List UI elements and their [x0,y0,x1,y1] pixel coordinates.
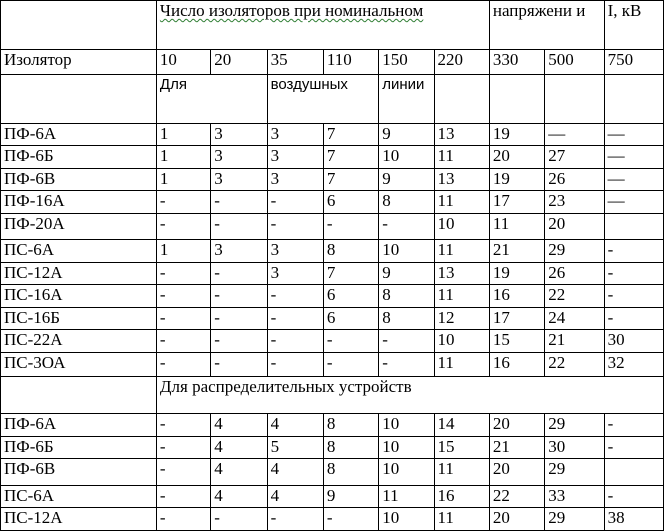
header-title-row [1,1,664,50]
value-cell: - [267,508,323,531]
value-cell: 11 [434,146,489,169]
value-cell: 22 [489,485,544,508]
table-row [1,262,664,285]
value-cell: 30 [545,436,604,459]
voltage-header-cell: 10 [156,50,210,75]
value-cell: 11 [379,485,434,508]
table-row [1,436,664,459]
value-cell: — [604,191,663,214]
value-cell: - [379,213,434,240]
section-air-word-3: линии [379,74,434,123]
value-cell: - [211,508,267,531]
value-cell: 27 [545,146,604,169]
table-row [1,213,664,240]
value-cell: - [156,436,210,459]
value-cell: - [156,485,210,508]
voltage-header-cell: 750 [604,50,663,75]
header-voltage-cell: напряжени и [489,1,604,50]
value-cell: — [604,123,663,146]
value-cell: 1 [156,146,210,169]
insulator-name-cell: ПС-16А [1,285,157,308]
value-cell: 30 [604,330,663,353]
table-row [1,191,664,214]
table-row [1,330,664,353]
section-air-word-1: Для [156,74,267,123]
value-cell: 16 [489,352,544,377]
value-cell: - [323,213,378,240]
value-cell: 17 [489,191,544,214]
table-row [1,485,664,508]
insulator-name-cell: ПФ-6В [1,168,157,191]
insulator-name-cell: ПС-6А [1,485,157,508]
value-cell: 5 [267,436,323,459]
value-cell: - [267,330,323,353]
table-row [1,168,664,191]
value-cell: 3 [267,123,323,146]
value-cell: 8 [323,436,378,459]
value-cell: 20 [489,414,544,437]
table-row [1,414,664,437]
insulator-name-cell: ПФ-16А [1,191,157,214]
insulator-name-cell: ПФ-20А [1,213,157,240]
value-cell: — [545,123,604,146]
value-cell: 20 [489,146,544,169]
value-cell: 10 [379,436,434,459]
value-cell: - [323,508,378,531]
header-unit-cell: I, кВ [604,1,663,50]
value-cell: 10 [434,330,489,353]
value-cell: - [211,307,267,330]
value-cell: 11 [434,285,489,308]
value-cell: 19 [489,262,544,285]
value-cell: 22 [545,352,604,377]
value-cell: - [211,285,267,308]
value-cell: - [156,414,210,437]
value-cell: 19 [489,168,544,191]
value-cell: 9 [379,262,434,285]
value-cell: 23 [545,191,604,214]
value-cell: - [156,285,210,308]
voltage-header-row [1,50,664,75]
value-cell: 9 [323,485,378,508]
table-row [1,508,664,531]
value-cell: 9 [379,123,434,146]
value-cell: 20 [545,213,604,240]
value-cell: - [211,191,267,214]
header-title: Число изоляторов при номинальном [159,1,424,20]
value-cell: 20 [489,508,544,531]
value-cell: 6 [323,285,378,308]
voltage-header-cell: 150 [379,50,434,75]
value-cell: 15 [434,436,489,459]
value-cell: 12 [434,307,489,330]
value-cell: 14 [434,414,489,437]
value-cell: - [211,330,267,353]
value-cell: - [156,352,210,377]
value-cell: - [379,352,434,377]
value-cell: - [156,459,210,486]
value-cell: 21 [489,436,544,459]
value-cell: - [267,285,323,308]
value-cell: 15 [489,330,544,353]
voltage-header-cell: 220 [434,50,489,75]
value-cell: 1 [156,123,210,146]
insulator-name-cell: ПС-3ОА [1,352,157,377]
value-cell: - [156,262,210,285]
value-cell: 3 [267,240,323,263]
value-cell: - [604,285,663,308]
table-row [1,240,664,263]
section-empty-cell [434,74,489,123]
value-cell: 29 [545,240,604,263]
value-cell: 21 [545,330,604,353]
table-row [1,285,664,308]
value-cell: - [604,307,663,330]
value-cell: 29 [545,508,604,531]
value-cell: 32 [604,352,663,377]
insulator-name-cell: ПФ-6А [1,123,157,146]
air-lines-section-row [1,74,664,123]
header-blank-cell [1,1,157,50]
value-cell: 7 [323,262,378,285]
value-cell: 3 [211,123,267,146]
value-cell: 26 [545,168,604,191]
value-cell: 16 [434,485,489,508]
value-cell: 21 [489,240,544,263]
value-cell: 10 [379,240,434,263]
table-row [1,123,664,146]
value-cell: - [156,330,210,353]
voltage-header-cell: 500 [545,50,604,75]
value-cell: - [156,191,210,214]
value-cell: 6 [323,191,378,214]
value-cell: 7 [323,123,378,146]
insulator-name-cell: ПФ-6В [1,459,157,486]
value-cell: 4 [211,436,267,459]
section-blank-cell [1,74,157,123]
value-cell: - [211,262,267,285]
value-cell: - [156,307,210,330]
value-cell: 8 [379,191,434,214]
value-cell: 19 [489,123,544,146]
value-cell: 4 [267,485,323,508]
value-cell: 3 [211,168,267,191]
value-cell: 16 [489,285,544,308]
value-cell: — [604,146,663,169]
value-cell: 3 [267,262,323,285]
value-cell: 11 [489,213,544,240]
insulator-name-cell: ПС-12А [1,262,157,285]
value-cell: 8 [379,307,434,330]
table-row [1,459,664,486]
value-cell: 17 [489,307,544,330]
value-cell: 4 [211,485,267,508]
value-cell: - [267,352,323,377]
section-air-word-2: воздушных [267,74,379,123]
voltage-header-cell: 20 [211,50,267,75]
value-cell: 13 [434,262,489,285]
value-cell: 4 [211,459,267,486]
value-cell: 22 [545,285,604,308]
insulator-column-header: Изолятор [1,50,157,75]
value-cell: 1 [156,240,210,263]
value-cell: 11 [434,459,489,486]
insulator-name-cell: ПС-16Б [1,307,157,330]
value-cell: 10 [379,146,434,169]
insulator-name-cell: ПФ-6Б [1,146,157,169]
value-cell: - [604,485,663,508]
value-cell: - [156,508,210,531]
value-cell: - [323,330,378,353]
value-cell: - [604,262,663,285]
insulator-name-cell: ПФ-6Б [1,436,157,459]
value-cell: 38 [604,508,663,531]
value-cell: 29 [545,414,604,437]
value-cell: 29 [545,459,604,486]
value-cell: 8 [379,285,434,308]
value-cell: 8 [323,414,378,437]
value-cell: 3 [267,168,323,191]
value-cell: - [379,330,434,353]
value-cell: 10 [379,459,434,486]
value-cell: - [604,436,663,459]
value-cell: - [267,191,323,214]
value-cell [604,213,663,240]
value-cell: 4 [267,414,323,437]
value-cell: 20 [489,459,544,486]
value-cell: 33 [545,485,604,508]
value-cell: 24 [545,307,604,330]
value-cell [604,459,663,486]
insulator-name-cell: ПС-6А [1,240,157,263]
value-cell: 11 [434,352,489,377]
value-cell: - [604,414,663,437]
header-title-cell [156,1,489,50]
value-cell: 3 [267,146,323,169]
voltage-header-cell: 330 [489,50,544,75]
value-cell: 4 [211,414,267,437]
value-cell: - [604,240,663,263]
value-cell: 3 [211,240,267,263]
voltage-header-cell: 110 [323,50,378,75]
value-cell: - [267,307,323,330]
value-cell: 11 [434,508,489,531]
distribution-section-row [1,377,664,414]
insulator-name-cell: ПС-12А [1,508,157,531]
value-cell: 7 [323,146,378,169]
value-cell: 3 [211,146,267,169]
value-cell: 8 [323,459,378,486]
section-blank-cell [1,377,157,414]
value-cell: 8 [323,240,378,263]
value-cell: - [156,213,210,240]
value-cell: 7 [323,168,378,191]
insulator-name-cell: ПС-22А [1,330,157,353]
value-cell: 9 [379,168,434,191]
value-cell: 4 [267,459,323,486]
insulator-name-cell: ПФ-6А [1,414,157,437]
table-row [1,352,664,377]
value-cell: 11 [434,240,489,263]
value-cell: 1 [156,168,210,191]
value-cell: 10 [434,213,489,240]
value-cell: 11 [434,191,489,214]
section-empty-cell [604,74,663,123]
voltage-header-cell: 35 [267,50,323,75]
value-cell: - [211,213,267,240]
value-cell: 13 [434,168,489,191]
table-row [1,307,664,330]
value-cell: — [604,168,663,191]
section-empty-cell [489,74,544,123]
section-empty-cell [545,74,604,123]
value-cell: - [323,352,378,377]
value-cell: - [211,352,267,377]
value-cell: 10 [379,414,434,437]
value-cell: 26 [545,262,604,285]
value-cell: 6 [323,307,378,330]
value-cell: - [267,213,323,240]
section-distribution-label: Для распределительных устройств [156,377,663,414]
value-cell: 10 [379,508,434,531]
value-cell: 13 [434,123,489,146]
table-row [1,146,664,169]
